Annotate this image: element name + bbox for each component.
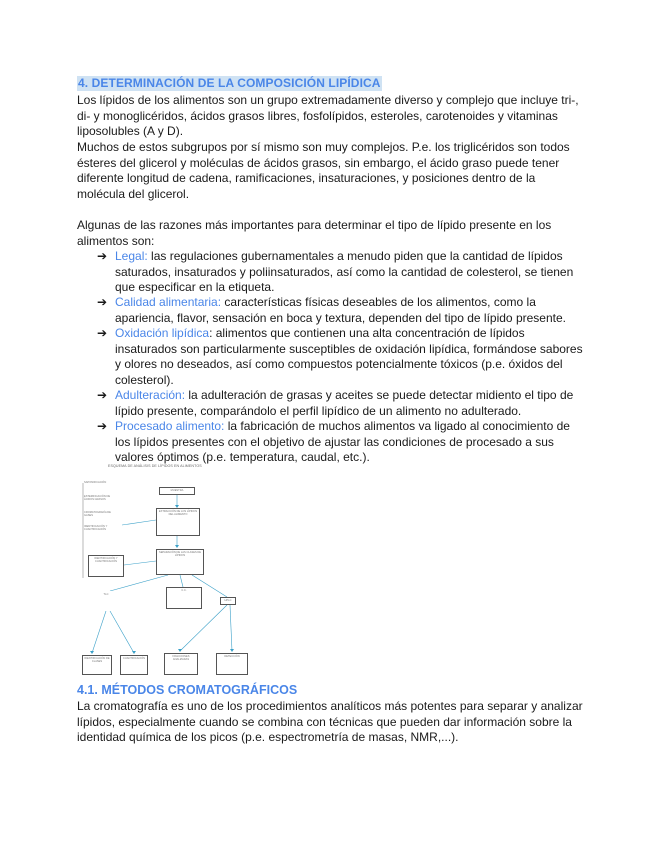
diagram-node-tlc: TLC (92, 591, 120, 611)
reason-text: la fabricación de muchos alimentos va ligado al conocimiento de los lípidos presentes con el objetivo de ajustar las condiciones de procesado a sus valores óptimos (p.e. temperatura, caudal, etc.). (115, 419, 570, 464)
reason-text: las regulaciones gubernamentales a menudo piden que la cantidad de lípidos saturados, insaturados y poliinsaturados, así como la cantidad de colesterol, se tienen que especificar en la etiqueta. (115, 249, 574, 294)
reasons-intro-paragraph: Algunas de las razones más importantes para determinar el tipo de lípido presente en los alimentos son: (77, 218, 552, 248)
intro-paragraph: Los lípidos de los alimentos son un grupo extremadamente diverso y complejo que incluye tri-, di- y monoglicéridos, ácidos grasos libres, fosfolípidos, esteroles, carotenoides y vitaminas liposolubles (A y D). (77, 93, 579, 138)
arrow-right-icon: ➔ (97, 419, 108, 433)
reason-term: Procesado alimento: (115, 419, 225, 433)
diagram-node-bottom4: DETECCIÓN (216, 653, 248, 675)
diagram-label-cromatografia: CROMATOGRAFÍA DE GASES (84, 511, 111, 517)
reason-text: la adulteración de grasas y aceites se puede detectar midiento el tipo de lípido presente, comparándolo el perfil lipídico de un alimento no adulterado. (115, 388, 574, 418)
connector-separacion-cc (180, 575, 183, 587)
diagram-node-hplc: HPLC (220, 597, 236, 605)
diagram-node-bottom3: FRACCIONES ANALIZADAS (164, 653, 198, 675)
diagram-label-esterificacion: ESTERIFICACIÓN DE ÁCIDOS GRASOS (84, 495, 111, 501)
reason-term: Legal: (115, 249, 148, 263)
chromatography-paragraph: La cromatografía es uno de los procedimientos analíticos más potentes para separar y analizar lípidos, especialmente cuando se combina con técnicas que pueden dar información sobre la identidad química de los picos (p.e. espectrometría de masas, NMR,...). (77, 699, 583, 744)
reason-text: características físicas deseables de los alimentos, como la apariencia, flavor, sensación en boca y textura, dependen del tipo de lípido presente. (115, 295, 566, 325)
arrow-right-icon: ➔ (97, 295, 108, 309)
arrow-right-icon: ➔ (97, 249, 108, 263)
arrowhead (178, 649, 182, 652)
connector-extraccion-left (122, 520, 156, 525)
connector-hplc-bottom3 (180, 605, 227, 651)
arrowhead (175, 545, 179, 548)
diagram-node-muestra: MUESTRA (159, 487, 195, 495)
connector-tlc-bottom2 (110, 611, 134, 653)
arrowhead (90, 651, 94, 654)
diagram-node-extraccion: EXTRACCIÓN DE LOS LÍPIDOS DEL ALIMENTO (156, 508, 200, 536)
subsection-heading: 4.1. MÉTODOS CROMATOGRÁFICOS (77, 683, 298, 697)
diagram-node-bottom2: CUANTIFICACIÓN (120, 655, 148, 675)
reason-term: Calidad alimentaria: (115, 295, 222, 309)
connector-separacion-tlc (110, 575, 168, 591)
diagram-label-identificacion: IDENTIFICACIÓN Y CUANTIFICACIÓN (84, 525, 108, 531)
reason-text: : alimentos que contienen una alta concentración de lípidos insaturados son particularmente susceptibles de oxidación lipídica, formándose sabores y olores no deseados, así como compuestos potencialmente tóxicos (p.e. óxidos del colesterol). (115, 326, 583, 387)
reason-term: Adulteración: (115, 388, 186, 402)
connector-hplc-bottom4 (230, 605, 232, 651)
diagram-node-cc: C.C. (166, 587, 202, 609)
arrow-right-icon: ➔ (97, 326, 108, 340)
arrow-right-icon: ➔ (97, 388, 108, 402)
reason-term: Oxidación lipídica (115, 326, 210, 340)
arrowhead (230, 649, 234, 652)
arrowhead (132, 651, 136, 654)
lipid-analysis-diagram (80, 465, 252, 677)
diagram-node-bottom1: IDENTIFICACIÓN DE CLASES (82, 655, 112, 675)
connector-tlc-bottom1 (92, 611, 106, 653)
section-heading: 4. DETERMINACIÓN DE LA COMPOSICIÓN LIPÍDICA (78, 76, 381, 90)
connector-separacion-left (124, 561, 156, 565)
diagram-label-saponificacion: SAPONIFICACIÓN (84, 481, 107, 484)
subgroups-paragraph: Muchos de estos subgrupos por sí mismo son muy complejos. P.e. los triglicéridos son todos ésteres del glicerol y moléculas de ácidos grasos, sin embargo, el ácido graso puede tener diferente longitud de cadena, ramificaciones, insaturaciones, y posiciones dentro de la molécula del glicerol. (77, 140, 570, 201)
diagram-title: ESQUEMA DE ANÁLISIS DE LÍPIDOS EN ALIMENTOS (108, 464, 202, 468)
diagram-node-left-result: IDENTIFICACIÓN Y CUANTIFICACIÓN (88, 555, 124, 577)
diagram-node-separacion: SEPARACIÓN DE LAS CLASES DE LÍPIDOS (156, 549, 204, 575)
